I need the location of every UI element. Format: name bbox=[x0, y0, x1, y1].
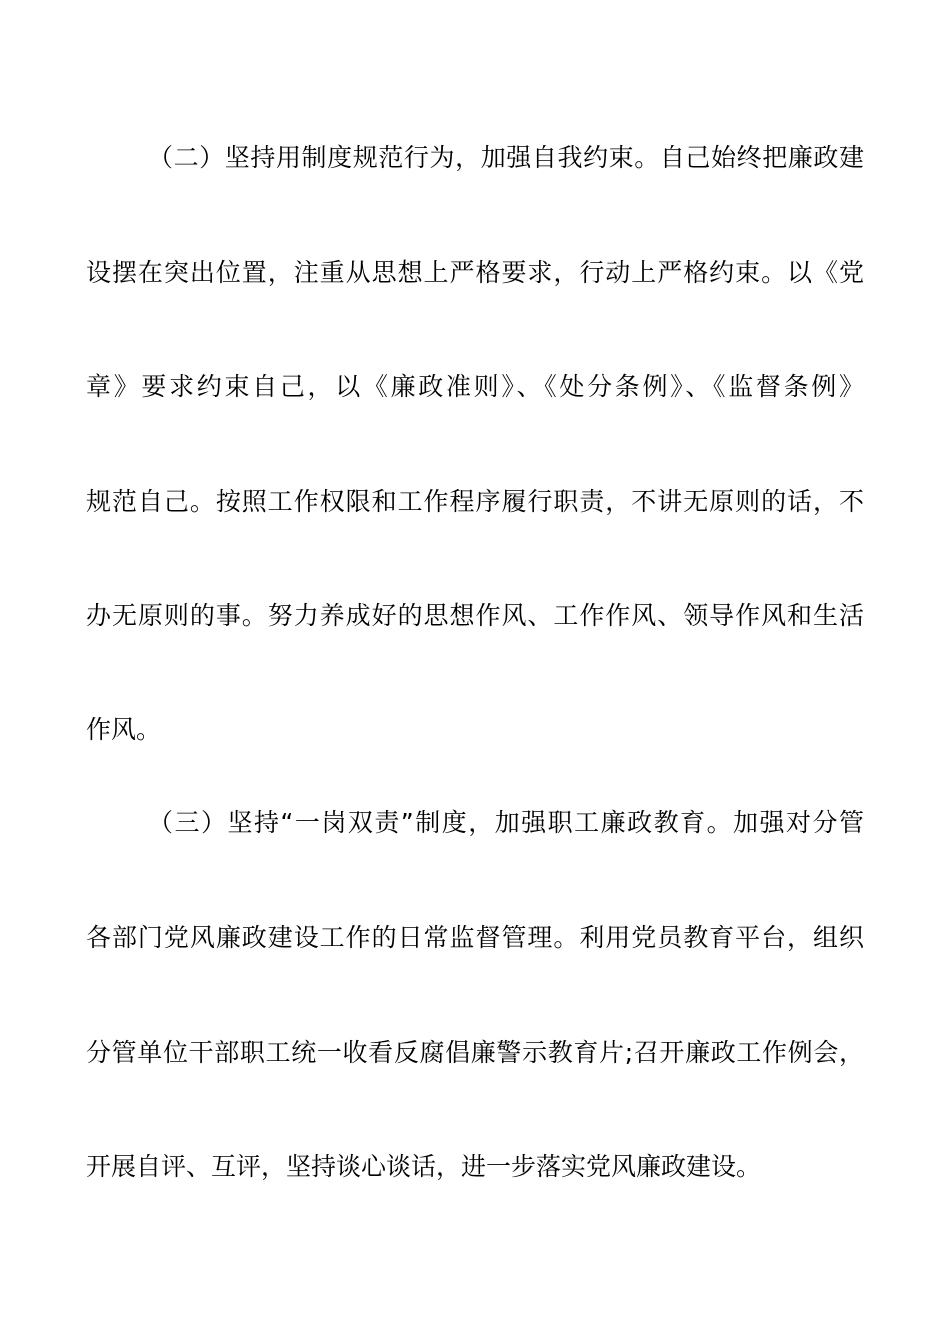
paragraph-line: 各部门党风廉政建设工作的日常监督管理。利用党员教育平台，组织 bbox=[86, 923, 864, 952]
paragraph-line: 章》要求约束自己，以《廉政准则》、《处分条例》、《监督条例》 bbox=[86, 372, 864, 401]
paragraph-line: 规范自己。按照工作权限和工作程序履行职责，不讲无原则的话，不 bbox=[86, 487, 864, 516]
paragraph-line: 作风。 bbox=[86, 715, 162, 744]
paragraph-line: （二）坚持用制度规范行为，加强自我约束。自己始终把廉政建 bbox=[148, 143, 864, 172]
paragraph-line: 分管单位干部职工统一收看反腐倡廉警示教育片;召开廉政工作例会， bbox=[86, 1038, 864, 1067]
paragraph-line: （三）坚持“一岗双责”制度，加强职工廉政教育。加强对分管 bbox=[148, 808, 864, 837]
paragraph-line: 办无原则的事。努力养成好的思想作风、工作作风、领导作风和生活 bbox=[86, 601, 864, 630]
paragraph-line: 设摆在突出位置，注重从思想上严格要求，行动上严格约束。以《党 bbox=[86, 258, 864, 287]
paragraph-line: 开展自评、互评，坚持谈心谈话，进一步落实党风廉政建设。 bbox=[86, 1152, 762, 1181]
